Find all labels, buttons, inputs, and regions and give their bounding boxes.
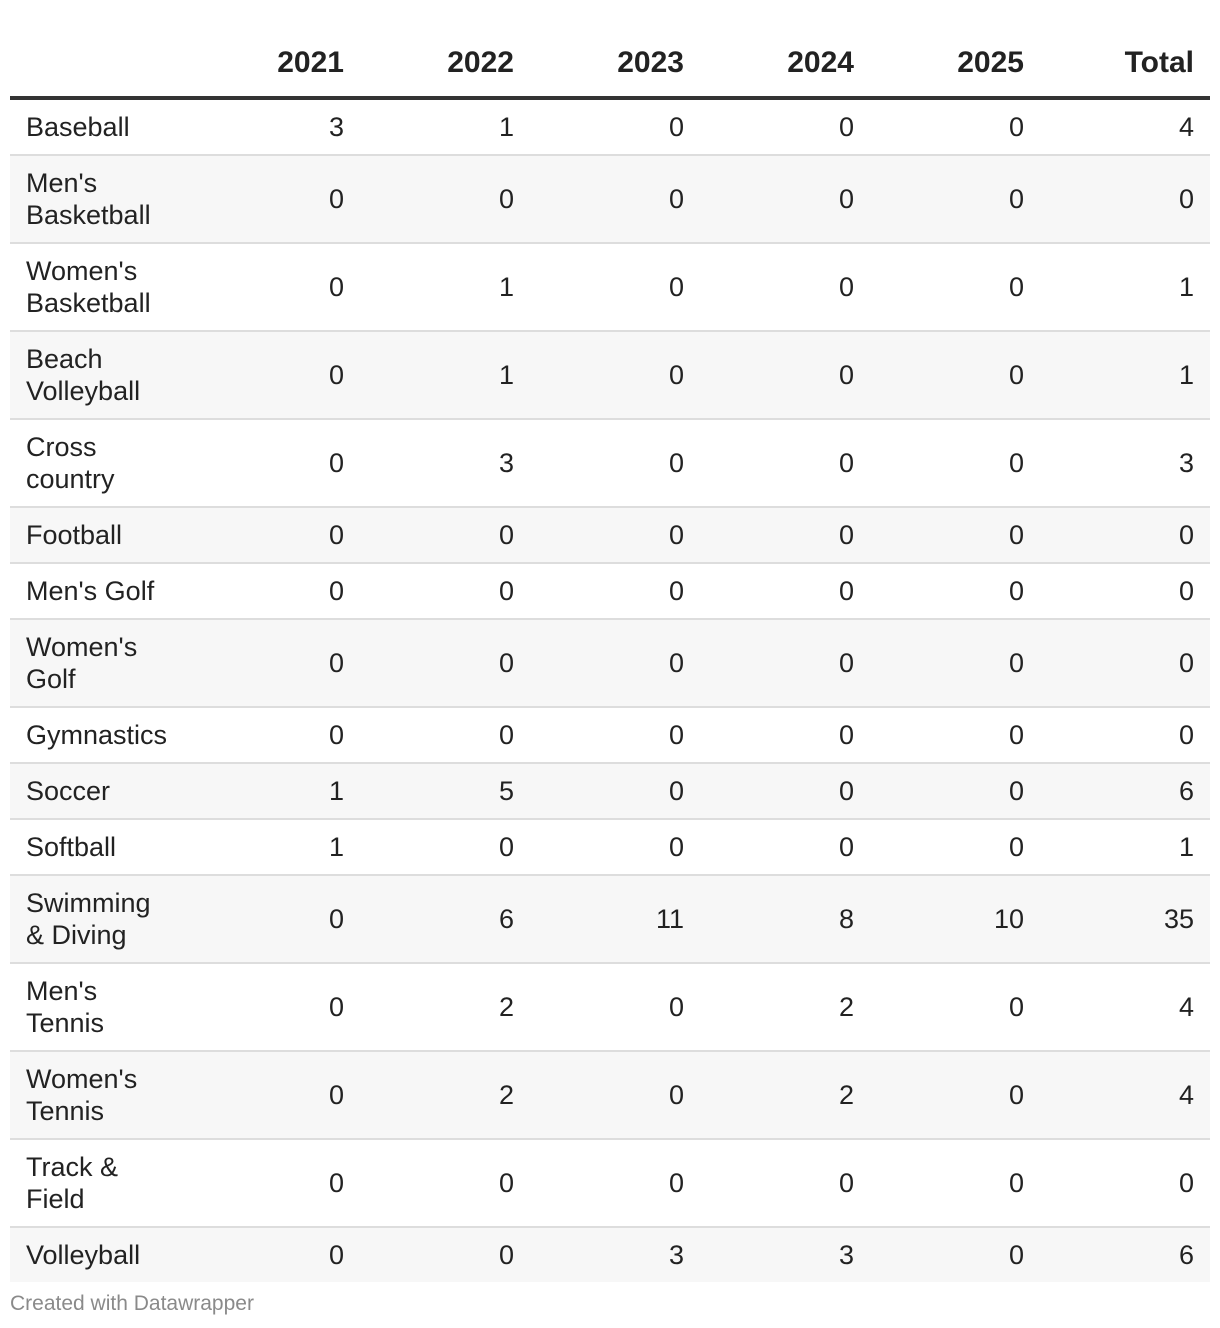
table-cell: 0 xyxy=(700,98,870,155)
table-row xyxy=(10,1051,1210,1139)
table-cell: 0 xyxy=(190,419,360,507)
table-cell: 0 xyxy=(190,155,360,243)
table-row xyxy=(10,155,1210,243)
table-cell: 2 xyxy=(360,963,530,1051)
table-row xyxy=(10,243,1210,331)
table-cell: 0 xyxy=(360,707,530,763)
table-cell: 0 xyxy=(870,1051,1040,1139)
table-cell: 1 xyxy=(190,819,360,875)
table-cell: 0 xyxy=(700,419,870,507)
row-label: Men's Tennis xyxy=(10,963,190,1051)
table-cell: 0 xyxy=(360,619,530,707)
table-cell: 0 xyxy=(530,619,700,707)
table-row xyxy=(10,707,1210,763)
table-cell: 0 xyxy=(700,155,870,243)
table-cell: 0 xyxy=(870,619,1040,707)
table-cell: 3 xyxy=(700,1227,870,1282)
table-cell: 0 xyxy=(360,819,530,875)
table-cell: 35 xyxy=(1040,875,1210,963)
header-row xyxy=(10,30,1210,98)
table-cell: 0 xyxy=(870,763,1040,819)
table-cell: 4 xyxy=(1040,1051,1210,1139)
table-cell: 4 xyxy=(1040,98,1210,155)
table-cell: 1 xyxy=(360,98,530,155)
table-row xyxy=(10,963,1210,1051)
table-cell: 0 xyxy=(360,1227,530,1282)
credit-text: Created with Datawrapper xyxy=(10,1292,254,1315)
row-label: Cross country xyxy=(10,419,190,507)
table-cell: 0 xyxy=(700,331,870,419)
table-cell: 1 xyxy=(190,763,360,819)
table-cell: 0 xyxy=(190,1227,360,1282)
table-cell: 0 xyxy=(870,963,1040,1051)
table-cell: 0 xyxy=(360,563,530,619)
table-cell: 0 xyxy=(1040,707,1210,763)
table-row xyxy=(10,1227,1210,1282)
table-row xyxy=(10,875,1210,963)
table-row xyxy=(10,507,1210,563)
row-label: Men's Basketball xyxy=(10,155,190,243)
table-cell: 0 xyxy=(530,507,700,563)
table-cell: 0 xyxy=(190,619,360,707)
table-cell: 0 xyxy=(700,707,870,763)
table-cell: 0 xyxy=(1040,507,1210,563)
column-header: Total xyxy=(1040,30,1210,98)
row-label: Volleyball xyxy=(10,1227,190,1282)
table-cell: 6 xyxy=(1040,1227,1210,1282)
table-cell: 0 xyxy=(870,1139,1040,1227)
table-cell: 0 xyxy=(530,331,700,419)
table-cell: 0 xyxy=(190,507,360,563)
table-cell: 6 xyxy=(1040,763,1210,819)
table-cell: 0 xyxy=(870,155,1040,243)
table-cell: 0 xyxy=(190,563,360,619)
table-cell: 0 xyxy=(700,507,870,563)
table-row xyxy=(10,98,1210,155)
table-cell: 0 xyxy=(190,963,360,1051)
table-cell: 2 xyxy=(700,963,870,1051)
table-cell: 0 xyxy=(530,98,700,155)
table-cell: 2 xyxy=(360,1051,530,1139)
table-cell: 0 xyxy=(870,331,1040,419)
table-cell: 0 xyxy=(190,1051,360,1139)
table-cell: 0 xyxy=(530,1051,700,1139)
table-cell: 0 xyxy=(870,507,1040,563)
table-cell: 0 xyxy=(700,243,870,331)
table-cell: 0 xyxy=(190,331,360,419)
table-cell: 3 xyxy=(190,98,360,155)
table-cell: 0 xyxy=(530,819,700,875)
table-cell: 0 xyxy=(190,707,360,763)
column-header: 2025 xyxy=(870,30,1040,98)
table-cell: 0 xyxy=(870,243,1040,331)
column-header: 2021 xyxy=(190,30,360,98)
row-label: Women's Golf xyxy=(10,619,190,707)
table-cell: 0 xyxy=(700,1139,870,1227)
row-label: Women's Basketball xyxy=(10,243,190,331)
table-cell: 1 xyxy=(360,331,530,419)
table-cell: 0 xyxy=(530,763,700,819)
row-label: Baseball xyxy=(10,98,190,155)
row-label: Softball xyxy=(10,819,190,875)
table-row xyxy=(10,1139,1210,1227)
table-cell: 8 xyxy=(700,875,870,963)
table-row xyxy=(10,819,1210,875)
row-label: Men's Golf xyxy=(10,563,190,619)
table-cell: 5 xyxy=(360,763,530,819)
column-header: 2023 xyxy=(530,30,700,98)
table-cell: 0 xyxy=(700,563,870,619)
table-cell: 6 xyxy=(360,875,530,963)
table-cell: 0 xyxy=(530,963,700,1051)
table-cell: 1 xyxy=(1040,331,1210,419)
table-cell: 3 xyxy=(1040,419,1210,507)
table-cell: 0 xyxy=(870,419,1040,507)
table-cell: 11 xyxy=(530,875,700,963)
row-label: Football xyxy=(10,507,190,563)
table-cell: 0 xyxy=(360,1139,530,1227)
table-cell: 0 xyxy=(700,819,870,875)
table-cell: 0 xyxy=(1040,619,1210,707)
table-cell: 0 xyxy=(360,507,530,563)
row-label: Track & Field xyxy=(10,1139,190,1227)
table-body xyxy=(10,98,1210,1282)
data-table xyxy=(10,30,1210,1282)
table-cell: 0 xyxy=(870,563,1040,619)
table-cell: 0 xyxy=(870,98,1040,155)
table-cell: 0 xyxy=(1040,155,1210,243)
table-cell: 0 xyxy=(530,707,700,763)
table-cell: 0 xyxy=(870,819,1040,875)
table-cell: 0 xyxy=(530,419,700,507)
table-cell: 0 xyxy=(1040,563,1210,619)
table-row xyxy=(10,331,1210,419)
table-cell: 0 xyxy=(530,155,700,243)
table-row xyxy=(10,619,1210,707)
table-cell: 0 xyxy=(700,619,870,707)
table-cell: 4 xyxy=(1040,963,1210,1051)
table-cell: 1 xyxy=(1040,243,1210,331)
row-label: Gymnastics xyxy=(10,707,190,763)
table-cell: 0 xyxy=(530,1139,700,1227)
row-label: Beach Volleyball xyxy=(10,331,190,419)
table-row xyxy=(10,419,1210,507)
column-header xyxy=(10,30,190,98)
table-row xyxy=(10,763,1210,819)
table-cell: 0 xyxy=(700,763,870,819)
column-header: 2022 xyxy=(360,30,530,98)
row-label: Soccer xyxy=(10,763,190,819)
table-cell: 0 xyxy=(530,243,700,331)
table-cell: 3 xyxy=(360,419,530,507)
table-cell: 0 xyxy=(870,707,1040,763)
column-header: 2024 xyxy=(700,30,870,98)
table-cell: 0 xyxy=(870,1227,1040,1282)
table-cell: 2 xyxy=(700,1051,870,1139)
table-row xyxy=(10,563,1210,619)
table-cell: 0 xyxy=(530,563,700,619)
table-cell: 0 xyxy=(1040,1139,1210,1227)
table-cell: 1 xyxy=(1040,819,1210,875)
table-cell: 0 xyxy=(360,155,530,243)
row-label: Women's Tennis xyxy=(10,1051,190,1139)
table-cell: 0 xyxy=(190,243,360,331)
table-cell: 10 xyxy=(870,875,1040,963)
table-cell: 1 xyxy=(360,243,530,331)
row-label: Swimming & Diving xyxy=(10,875,190,963)
table-cell: 0 xyxy=(190,875,360,963)
table-cell: 3 xyxy=(530,1227,700,1282)
table-cell: 0 xyxy=(190,1139,360,1227)
